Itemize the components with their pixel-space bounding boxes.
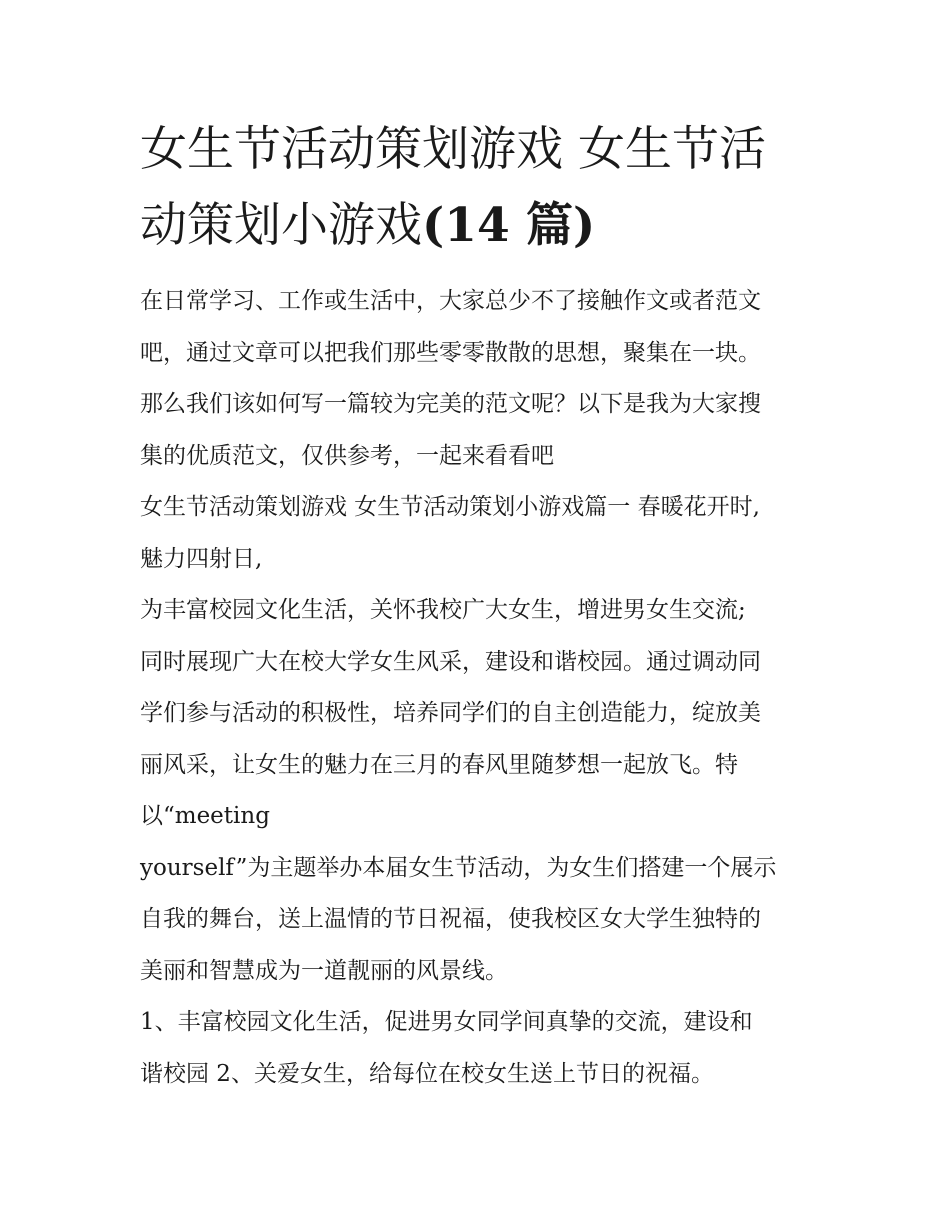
- body-line: 美丽和智慧成为一道靓丽的风景线。: [140, 957, 508, 984]
- body-line: 魅力四射日,: [140, 545, 263, 572]
- body-line: 那么我们该如何写一篇较为完美的范文呢？以下是我为大家搜: [140, 391, 761, 417]
- body-line: 以“meeting: [140, 803, 270, 829]
- title-line: [140, 188, 815, 264]
- body-line: 女生节活动策划游戏 女生节活动策划小游戏篇一 春暖花开时,: [140, 494, 760, 520]
- title-line: [140, 112, 815, 188]
- document-body: [140, 276, 815, 1100]
- title-text: 动策划小游戏: [140, 198, 422, 253]
- body-line: 自我的舞台，送上温情的节日祝福，使我校区女大学生独特的: [140, 906, 761, 932]
- body-line: 在日常学习、工作或生活中，大家总少不了接触作文或者范文: [140, 288, 761, 314]
- body-line: yourself”为主题举办本届女生节活动，为女生们搭建一个展示: [140, 854, 777, 881]
- body-line: 为丰富校园文化生活，关怀我校广大女生，增进男女生交流;: [140, 597, 746, 623]
- body-line: 学们参与活动的积极性，培养同学们的自主创造能力，绽放美: [140, 700, 761, 726]
- body-line: 丽风采，让女生的魅力在三月的春风里随梦想一起放飞。特: [140, 751, 738, 778]
- body-line: 吧，通过文章可以把我们那些零零散散的思想，聚集在一块。: [140, 339, 761, 366]
- body-line: 同时展现广大在校大学女生风采，建设和谐校园。通过调动同: [140, 648, 761, 675]
- document-title: [140, 112, 815, 264]
- body-line: 集的优质范文，仅供参考，一起来看看吧: [140, 442, 554, 469]
- title-text: 女生节活动策划游戏 女生节活: [140, 122, 766, 177]
- title-count: (14 篇): [422, 198, 596, 253]
- body-line: 谐校园 2、关爱女生，给每位在校女生送上节日的祝福。: [140, 1060, 714, 1087]
- body-line: 1、丰富校园文化生活，促进男女同学间真挚的交流，建设和: [140, 1009, 753, 1035]
- document-page: [140, 112, 815, 1100]
